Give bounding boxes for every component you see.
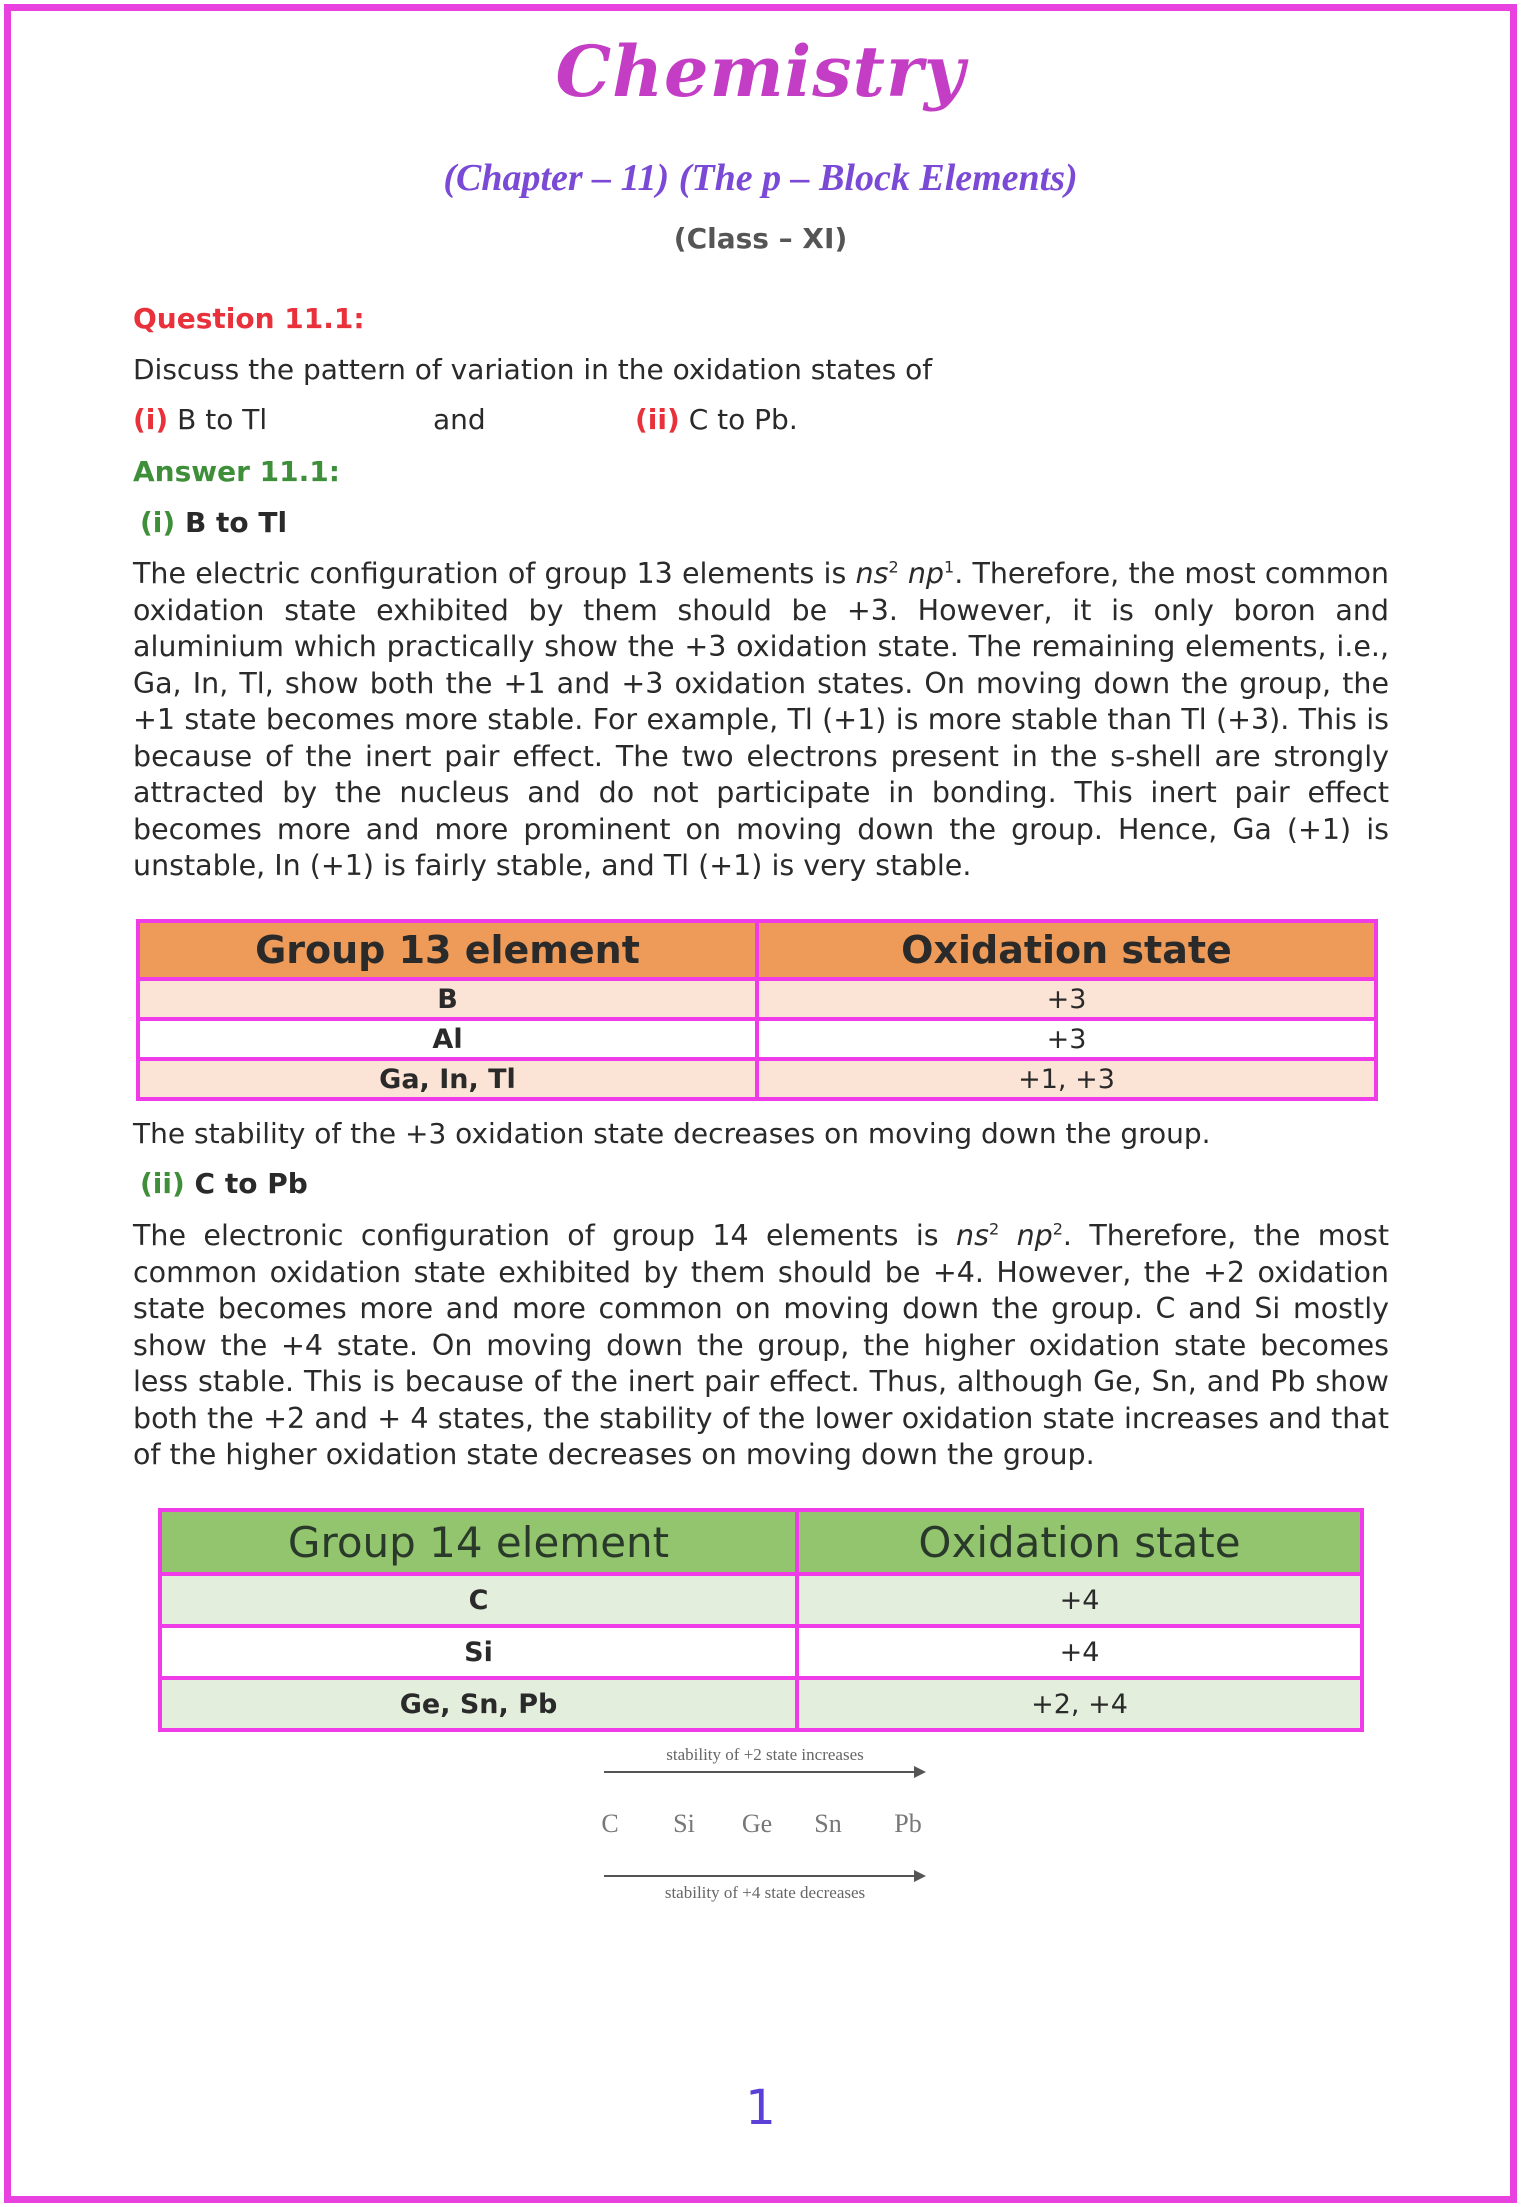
table-header-cell: Group 13 element	[138, 921, 757, 979]
table-cell: Si	[160, 1626, 797, 1678]
answer-part-1-heading	[140, 506, 287, 539]
table-header-row	[160, 1510, 1362, 1574]
answer-part-2-heading	[140, 1167, 308, 1200]
part2-text: C to Pb.	[688, 403, 798, 436]
element-symbol: C	[601, 1809, 619, 1838]
bottom-arrowhead	[914, 1870, 926, 1882]
para2-ns: ns	[956, 1219, 989, 1252]
table-cell: +3	[757, 1019, 1376, 1059]
para2-ns-sup: 2	[988, 1219, 1000, 1239]
table-row	[160, 1626, 1362, 1678]
table-cell: Al	[138, 1019, 757, 1059]
chapter-subtitle: (Chapter – 11) (The p – Block Elements)	[443, 157, 1078, 199]
answer-part-1-title: B to Tl	[184, 506, 288, 539]
answer-heading: Answer 11.1:	[133, 455, 340, 488]
question-text: Discuss the pattern of variation in the oxidation states of	[133, 353, 933, 386]
answer-part-2-paragraph	[133, 1218, 1389, 1474]
part1-label: (i)	[133, 403, 169, 436]
table-cell: +3	[757, 979, 1376, 1019]
para2-np: np	[1016, 1219, 1053, 1252]
table-header-cell: Oxidation state	[797, 1510, 1362, 1574]
para2-start: The electronic configuration of group 14 elements is	[133, 1219, 957, 1252]
para1-ns: ns	[855, 557, 889, 590]
page-title: Chemistry	[555, 30, 966, 113]
answer-part-2-title: C to Pb	[194, 1167, 308, 1200]
page-number: 1	[745, 2080, 776, 2136]
table-cell: Ga, In, Tl	[138, 1059, 757, 1099]
answer-part-2-label: (ii)	[140, 1167, 185, 1200]
question-parts	[133, 403, 1383, 443]
para1-ns-sup: 2	[888, 557, 899, 577]
question-part-1	[133, 403, 267, 436]
question-heading: Question 11.1:	[133, 302, 365, 335]
para1-np: np	[907, 557, 944, 590]
table-header-cell: Oxidation state	[757, 921, 1376, 979]
bottom-trend-label: stability of +4 state decreases	[664, 1883, 866, 1902]
table-row	[138, 1019, 1376, 1059]
answer-part-1-paragraph	[133, 556, 1389, 885]
para2-rest: . Therefore, the most common oxidation state exhibited by them should be +4. However, the +2 oxidation state becomes more and more common on moving down the group. C and Si mostly show the +4 state. On moving down the group, the higher oxidation state becomes less stable. This is because of the inert pair effect. Thus, although Ge, Sn, and Pb show both the +2 and + 4 states, the stability of the lower oxidation state increases and that of the higher oxidation state decreases on moving down the group.	[133, 1219, 1389, 1471]
element-symbol: Si	[673, 1809, 695, 1838]
table-cell: +2, +4	[797, 1678, 1362, 1730]
group-13-table	[136, 919, 1378, 1101]
para2-np-sup: 2	[1052, 1219, 1063, 1239]
table-cell: B	[138, 979, 757, 1019]
part1-text: B to Tl	[177, 403, 268, 436]
group-14-table	[158, 1508, 1364, 1732]
answer-part-1-label: (i)	[140, 506, 176, 539]
stability-trend-diagram	[590, 1740, 940, 1910]
table-row	[160, 1678, 1362, 1730]
table-row	[160, 1574, 1362, 1626]
top-arrowhead	[914, 1766, 926, 1778]
table-header-row	[138, 921, 1376, 979]
element-symbol: Sn	[814, 1809, 842, 1838]
para1-np-sup: 1	[944, 557, 955, 577]
question-conjunction: and	[433, 403, 486, 436]
question-part-2	[635, 403, 798, 436]
table-row	[138, 1059, 1376, 1099]
stability-note: The stability of the +3 oxidation state decreases on moving down the group.	[133, 1117, 1211, 1150]
table-cell: +4	[797, 1574, 1362, 1626]
part2-label: (ii)	[635, 403, 680, 436]
table-cell: Ge, Sn, Pb	[160, 1678, 797, 1730]
top-trend-label: stability of +2 state increases	[666, 1745, 864, 1764]
table-cell: C	[160, 1574, 797, 1626]
table-header-cell: Group 14 element	[160, 1510, 797, 1574]
para1-start: The electric configuration of group 13 elements is	[133, 557, 856, 590]
element-symbol: Ge	[741, 1809, 773, 1838]
element-symbol: Pb	[894, 1809, 922, 1838]
table-cell: +4	[797, 1626, 1362, 1678]
para1-rest: . Therefore, the most common oxidation state exhibited by them should be +3. However, it is only boron and aluminium which practically show the +3 oxidation state. The remaining elements, i.e., Ga, In, Tl, show both the +1 and +3 oxidation states. On moving down the group, the +1 state becomes more stable. For example, Tl (+1) is more stable than Tl (+3). This is because of the inert pair effect. The two electrons present in the s-shell are strongly attracted by the nucleus and do not participate in bonding. This inert pair effect becomes more and more prominent on moving down the group. Hence, Ga (+1) is unstable, In (+1) is fairly stable, and Tl (+1) is very stable.	[133, 557, 1389, 882]
class-label: (Class – XI)	[673, 222, 848, 255]
table-row	[138, 979, 1376, 1019]
table-cell: +1, +3	[757, 1059, 1376, 1099]
